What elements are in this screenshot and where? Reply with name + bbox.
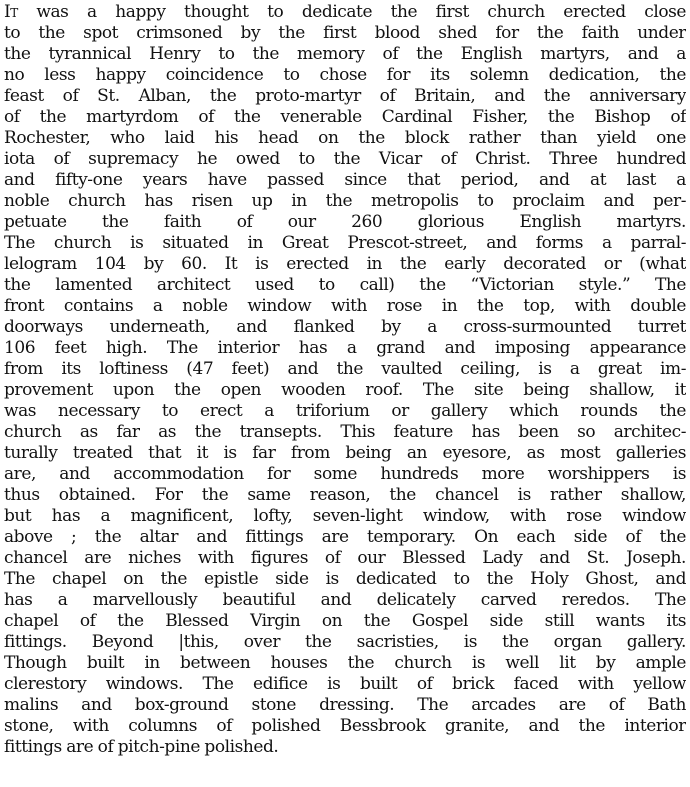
- article-line: fittings are of pitch-pine polished.: [4, 737, 279, 757]
- article-line: fittings. Beyond |this, over the sacristies, is the organ gallery.: [4, 632, 686, 652]
- article-line: feast of St. Alban, the proto-martyr of Britain, and the anniversary: [4, 86, 686, 106]
- article-line: The church is situated in Great Prescot-street, and forms a parral-: [4, 233, 686, 253]
- article-line: provement upon the open wooden roof. The site being shallow, it: [4, 380, 686, 400]
- article-line: chancel are niches with figures of our Blessed Lady and St. Joseph.: [4, 548, 686, 568]
- article-body: [0, 2, 690, 758]
- article-line: noble church has risen up in the metropolis to proclaim and per-: [4, 191, 686, 211]
- article-line: thus obtained. For the same reason, the chancel is rather shallow,: [4, 485, 686, 505]
- article-line: Rochester, who laid his head on the block rather than yield one: [4, 128, 686, 148]
- article-line: church as far as the transepts. This feature has been so architec-: [4, 422, 686, 442]
- article-line: Though built in between houses the church is well lit by ample: [4, 653, 686, 673]
- article-line: from its loftiness (47 feet) and the vaulted ceiling, is a great im-: [4, 359, 686, 379]
- article-line: front contains a noble window with rose in the top, with double: [4, 296, 686, 316]
- article-line: above ; the altar and fittings are temporary. On each side of the: [4, 527, 686, 547]
- article-line: to the spot crimsoned by the first blood shed for the faith under: [4, 23, 686, 43]
- article-line: lelogram 104 by 60. It is erected in the early decorated or (what: [4, 254, 686, 274]
- article-line: and fifty-one years have passed since that period, and at last a: [4, 170, 686, 190]
- article-line: was necessary to erect a triforium or gallery which rounds the: [4, 401, 686, 421]
- article-line: of the martyrdom of the venerable Cardinal Fisher, the Bishop of: [4, 107, 686, 127]
- article-line: [4, 2, 686, 23]
- article-line: stone, with columns of polished Bessbrook granite, and the interior: [4, 716, 686, 736]
- article-line: no less happy coincidence to chose for its solemn dedication, the: [4, 65, 686, 85]
- article-line: the tyrannical Henry to the memory of the English martyrs, and a: [4, 44, 686, 64]
- article-line: the lamented architect used to call) the “Victorian style.” The: [4, 275, 686, 295]
- article-line: clerestory windows. The edifice is built of brick faced with yellow: [4, 674, 686, 694]
- article-line-text: was a happy thought to dedicate the first church erected close: [17, 2, 686, 22]
- article-line: are, and accommodation for some hundreds more worshippers is: [4, 464, 686, 484]
- article-line: turally treated that it is far from being an eyesore, as most galleries: [4, 443, 686, 463]
- article-line: malins and box-ground stone dressing. The arcades are of Bath: [4, 695, 686, 715]
- opening-word: It: [4, 2, 18, 22]
- article-line: has a marvellously beautiful and delicately carved reredos. The: [4, 590, 686, 610]
- article-line: iota of supremacy he owed to the Vicar of Christ. Three hundred: [4, 149, 686, 169]
- article-line: but has a magnificent, lofty, seven-light window, with rose window: [4, 506, 686, 526]
- article-line: chapel of the Blessed Virgin on the Gospel side still wants its: [4, 611, 686, 631]
- article-line: 106 feet high. The interior has a grand and imposing appearance: [4, 338, 686, 358]
- article-line: doorways underneath, and flanked by a cross-surmounted turret: [4, 317, 686, 337]
- article-line: petuate the faith of our 260 glorious English martyrs.: [4, 212, 686, 232]
- article-line: The chapel on the epistle side is dedicated to the Holy Ghost, and: [4, 569, 686, 589]
